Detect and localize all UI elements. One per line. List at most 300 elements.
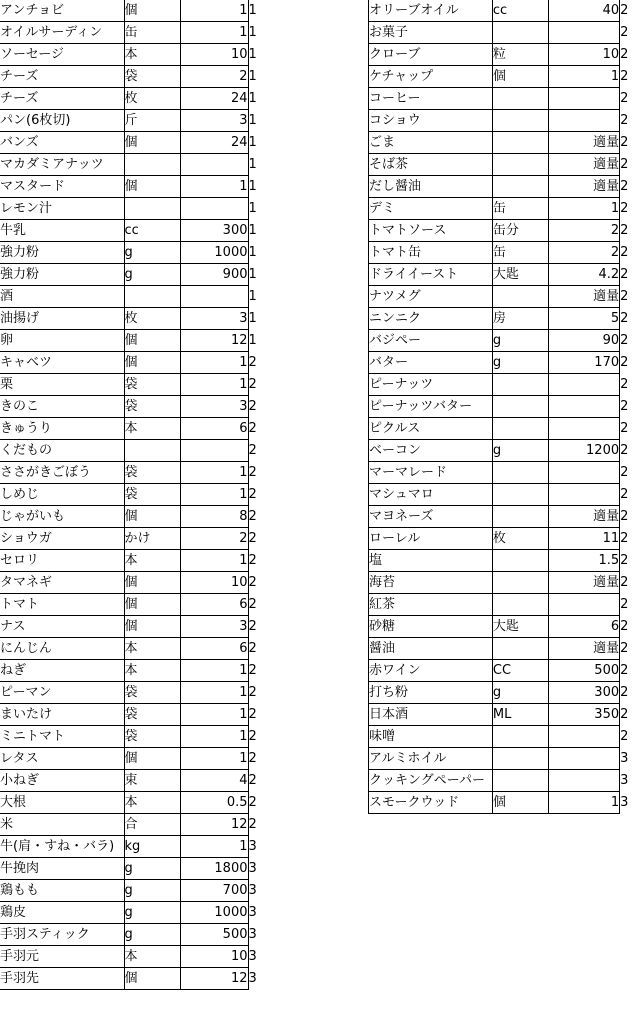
category-cell[interactable]: 2 xyxy=(248,465,257,480)
table-row[interactable] xyxy=(369,418,643,440)
item-name-cell[interactable]: 牛挽肉 xyxy=(0,858,124,880)
quantity-cell[interactable]: 3 xyxy=(180,616,248,638)
quantity-cell[interactable]: 300 xyxy=(180,220,248,242)
item-name-cell[interactable]: キャベツ xyxy=(0,352,124,374)
table-row[interactable] xyxy=(0,638,264,660)
unit-cell[interactable]: 袋 xyxy=(124,484,180,506)
category-cell[interactable]: 3 xyxy=(620,795,629,810)
category-cell[interactable]: 1 xyxy=(248,267,257,282)
table-row[interactable] xyxy=(0,0,264,22)
unit-cell[interactable] xyxy=(492,594,548,616)
category-cell[interactable]: 2 xyxy=(620,465,629,480)
table-row[interactable] xyxy=(0,176,264,198)
category-cell[interactable]: 2 xyxy=(248,421,257,436)
category-cell[interactable]: 1 xyxy=(248,69,257,84)
item-name-cell[interactable]: 手羽スティック xyxy=(0,924,124,946)
table-row[interactable] xyxy=(369,594,643,616)
table-row[interactable] xyxy=(0,748,264,770)
table-row[interactable] xyxy=(0,858,264,880)
quantity-cell[interactable] xyxy=(180,154,248,176)
category-cell[interactable]: 2 xyxy=(248,641,257,656)
quantity-cell[interactable]: 24 xyxy=(180,132,248,154)
item-name-cell[interactable]: だし醤油 xyxy=(369,176,493,198)
category-cell[interactable]: 2 xyxy=(620,641,629,656)
table-row[interactable] xyxy=(0,726,264,748)
quantity-cell[interactable]: 1000 xyxy=(180,902,248,924)
table-row[interactable] xyxy=(369,572,643,594)
table-row[interactable] xyxy=(369,132,643,154)
table-row[interactable] xyxy=(369,704,643,726)
item-name-cell[interactable]: 大根 xyxy=(0,792,124,814)
table-row[interactable] xyxy=(0,132,264,154)
item-name-cell[interactable]: にんじん xyxy=(0,638,124,660)
unit-cell[interactable]: 缶 xyxy=(124,22,180,44)
quantity-cell[interactable]: 6 xyxy=(180,418,248,440)
table-row[interactable] xyxy=(0,44,264,66)
item-name-cell[interactable]: デミ xyxy=(369,198,493,220)
unit-cell[interactable]: 個 xyxy=(124,330,180,352)
item-name-cell[interactable]: 醤油 xyxy=(369,638,493,660)
category-cell[interactable]: 2 xyxy=(620,729,629,744)
unit-cell[interactable]: 大匙 xyxy=(492,616,548,638)
item-name-cell[interactable]: ピーナッツ xyxy=(369,374,493,396)
unit-cell[interactable]: 個 xyxy=(124,352,180,374)
category-cell[interactable]: 1 xyxy=(248,289,257,304)
quantity-cell[interactable]: 500 xyxy=(548,660,620,682)
quantity-cell[interactable] xyxy=(548,110,620,132)
quantity-cell[interactable]: 24 xyxy=(180,88,248,110)
quantity-cell[interactable]: 1 xyxy=(548,66,620,88)
quantity-cell[interactable]: 1 xyxy=(180,352,248,374)
category-cell[interactable]: 1 xyxy=(248,47,257,62)
category-cell[interactable]: 2 xyxy=(248,729,257,744)
unit-cell[interactable] xyxy=(492,418,548,440)
quantity-cell[interactable]: 1 xyxy=(180,748,248,770)
item-name-cell[interactable]: コーヒー xyxy=(369,88,493,110)
table-row[interactable] xyxy=(369,528,643,550)
table-row[interactable] xyxy=(369,396,643,418)
item-name-cell[interactable]: じゃがいも xyxy=(0,506,124,528)
item-name-cell[interactable]: ドライイースト xyxy=(369,264,493,286)
item-name-cell[interactable]: タマネギ xyxy=(0,572,124,594)
table-row[interactable] xyxy=(369,242,643,264)
item-name-cell[interactable]: 打ち粉 xyxy=(369,682,493,704)
item-name-cell[interactable]: ささがきごぼう xyxy=(0,462,124,484)
item-name-cell[interactable]: マシュマロ xyxy=(369,484,493,506)
unit-cell[interactable]: 本 xyxy=(124,638,180,660)
item-name-cell[interactable]: まいたけ xyxy=(0,704,124,726)
item-name-cell[interactable]: バジペー xyxy=(369,330,493,352)
unit-cell[interactable] xyxy=(492,132,548,154)
item-name-cell[interactable]: マーマレード xyxy=(369,462,493,484)
item-name-cell[interactable]: アンチョビ xyxy=(0,0,124,22)
table-row[interactable] xyxy=(369,374,643,396)
category-cell[interactable]: 2 xyxy=(620,113,629,128)
item-name-cell[interactable]: バンズ xyxy=(0,132,124,154)
unit-cell[interactable]: g xyxy=(492,330,548,352)
unit-cell[interactable] xyxy=(492,506,548,528)
quantity-cell[interactable]: 900 xyxy=(180,264,248,286)
table-row[interactable] xyxy=(0,506,264,528)
unit-cell[interactable]: 缶 xyxy=(492,242,548,264)
quantity-cell[interactable] xyxy=(548,22,620,44)
quantity-cell[interactable]: 3 xyxy=(180,110,248,132)
table-row[interactable] xyxy=(369,792,643,814)
unit-cell[interactable]: 個 xyxy=(124,616,180,638)
category-cell[interactable]: 2 xyxy=(248,509,257,524)
table-row[interactable] xyxy=(0,308,264,330)
item-name-cell[interactable]: セロリ xyxy=(0,550,124,572)
quantity-cell[interactable]: 10 xyxy=(180,572,248,594)
table-row[interactable] xyxy=(369,0,643,22)
unit-cell[interactable]: kg xyxy=(124,836,180,858)
unit-cell[interactable]: 袋 xyxy=(124,704,180,726)
category-cell[interactable]: 1 xyxy=(248,223,257,238)
unit-cell[interactable] xyxy=(492,638,548,660)
unit-cell[interactable]: 個 xyxy=(124,176,180,198)
category-cell[interactable]: 2 xyxy=(620,179,629,194)
category-cell[interactable]: 2 xyxy=(620,157,629,172)
table-row[interactable] xyxy=(0,22,264,44)
unit-cell[interactable]: g xyxy=(124,880,180,902)
item-name-cell[interactable]: 紅茶 xyxy=(369,594,493,616)
unit-cell[interactable] xyxy=(492,550,548,572)
category-cell[interactable]: 3 xyxy=(248,971,257,986)
quantity-cell[interactable] xyxy=(180,286,248,308)
table-row[interactable] xyxy=(369,220,643,242)
item-name-cell[interactable]: バター xyxy=(369,352,493,374)
unit-cell[interactable]: 本 xyxy=(124,550,180,572)
category-cell[interactable]: 2 xyxy=(620,333,629,348)
quantity-cell[interactable]: 適量 xyxy=(548,506,620,528)
item-name-cell[interactable]: ソーセージ xyxy=(0,44,124,66)
quantity-cell[interactable]: 700 xyxy=(180,880,248,902)
quantity-cell[interactable]: 1 xyxy=(180,660,248,682)
category-cell[interactable]: 2 xyxy=(620,267,629,282)
quantity-cell[interactable]: 適量 xyxy=(548,176,620,198)
table-row[interactable] xyxy=(0,616,264,638)
category-cell[interactable]: 2 xyxy=(620,685,629,700)
category-cell[interactable]: 1 xyxy=(248,201,257,216)
unit-cell[interactable] xyxy=(492,22,548,44)
unit-cell[interactable] xyxy=(492,374,548,396)
item-name-cell[interactable]: 手羽元 xyxy=(0,946,124,968)
item-name-cell[interactable]: マカダミアナッツ xyxy=(0,154,124,176)
quantity-cell[interactable]: 5 xyxy=(548,308,620,330)
quantity-cell[interactable] xyxy=(180,198,248,220)
table-row[interactable] xyxy=(369,638,643,660)
quantity-cell[interactable]: 1 xyxy=(180,682,248,704)
item-name-cell[interactable]: お菓子 xyxy=(369,22,493,44)
category-cell[interactable]: 2 xyxy=(248,487,257,502)
unit-cell[interactable] xyxy=(492,286,548,308)
unit-cell[interactable]: g xyxy=(124,858,180,880)
quantity-cell[interactable]: 1 xyxy=(180,0,248,22)
quantity-cell[interactable]: 8 xyxy=(180,506,248,528)
table-row[interactable] xyxy=(369,198,643,220)
category-cell[interactable]: 3 xyxy=(248,927,257,942)
unit-cell[interactable]: g xyxy=(492,440,548,462)
unit-cell[interactable]: 合 xyxy=(124,814,180,836)
category-cell[interactable]: 2 xyxy=(620,3,629,19)
unit-cell[interactable]: 缶分 xyxy=(492,220,548,242)
item-name-cell[interactable]: きゅうり xyxy=(0,418,124,440)
unit-cell[interactable] xyxy=(492,726,548,748)
table-row[interactable] xyxy=(369,550,643,572)
category-cell[interactable]: 1 xyxy=(248,25,257,40)
category-cell[interactable]: 2 xyxy=(620,399,629,414)
table-row[interactable] xyxy=(0,352,264,374)
table-row[interactable] xyxy=(0,594,264,616)
item-name-cell[interactable]: クッキングペーパー xyxy=(369,770,493,792)
quantity-cell[interactable] xyxy=(548,462,620,484)
category-cell[interactable]: 3 xyxy=(248,949,257,964)
quantity-cell[interactable]: 1 xyxy=(180,374,248,396)
quantity-cell[interactable]: 1 xyxy=(180,550,248,572)
table-row[interactable] xyxy=(0,242,264,264)
item-name-cell[interactable]: パン(6枚切) xyxy=(0,110,124,132)
quantity-cell[interactable] xyxy=(548,726,620,748)
unit-cell[interactable] xyxy=(492,770,548,792)
quantity-cell[interactable]: 1 xyxy=(180,484,248,506)
category-cell[interactable]: 2 xyxy=(620,289,629,304)
quantity-cell[interactable]: 6 xyxy=(180,594,248,616)
quantity-cell[interactable]: 適量 xyxy=(548,286,620,308)
table-row[interactable] xyxy=(0,704,264,726)
quantity-cell[interactable]: 350 xyxy=(548,704,620,726)
table-row[interactable] xyxy=(0,462,264,484)
unit-cell[interactable]: 本 xyxy=(124,418,180,440)
unit-cell[interactable]: cc xyxy=(492,0,548,22)
unit-cell[interactable]: CC xyxy=(492,660,548,682)
category-cell[interactable]: 2 xyxy=(248,597,257,612)
unit-cell[interactable]: 斤 xyxy=(124,110,180,132)
unit-cell[interactable]: 枚 xyxy=(124,88,180,110)
table-row[interactable] xyxy=(369,770,643,792)
item-name-cell[interactable]: ベーコン xyxy=(369,440,493,462)
unit-cell[interactable] xyxy=(492,484,548,506)
unit-cell[interactable] xyxy=(124,154,180,176)
item-name-cell[interactable]: ごま xyxy=(369,132,493,154)
category-cell[interactable]: 2 xyxy=(248,399,257,414)
category-cell[interactable]: 2 xyxy=(620,663,629,678)
table-row[interactable] xyxy=(369,748,643,770)
category-cell[interactable]: 2 xyxy=(248,619,257,634)
item-name-cell[interactable]: マヨネーズ xyxy=(369,506,493,528)
item-name-cell[interactable]: オイルサーディン xyxy=(0,22,124,44)
unit-cell[interactable]: 個 xyxy=(124,572,180,594)
category-cell[interactable]: 3 xyxy=(248,905,257,920)
category-cell[interactable]: 2 xyxy=(248,817,257,832)
unit-cell[interactable]: 個 xyxy=(124,968,180,990)
item-name-cell[interactable]: 酒 xyxy=(0,286,124,308)
quantity-cell[interactable]: 1 xyxy=(180,704,248,726)
table-row[interactable] xyxy=(0,660,264,682)
item-name-cell[interactable]: ケチャップ xyxy=(369,66,493,88)
unit-cell[interactable] xyxy=(124,198,180,220)
item-name-cell[interactable]: 味噌 xyxy=(369,726,493,748)
category-cell[interactable]: 2 xyxy=(620,135,629,150)
table-row[interactable] xyxy=(369,616,643,638)
category-cell[interactable]: 2 xyxy=(620,91,629,106)
table-row[interactable] xyxy=(0,792,264,814)
table-row[interactable] xyxy=(0,66,264,88)
unit-cell[interactable]: 袋 xyxy=(124,726,180,748)
table-row[interactable] xyxy=(0,418,264,440)
quantity-cell[interactable]: 適量 xyxy=(548,572,620,594)
item-name-cell[interactable]: 赤ワイン xyxy=(369,660,493,682)
item-name-cell[interactable]: 牛乳 xyxy=(0,220,124,242)
item-name-cell[interactable]: くだもの xyxy=(0,440,124,462)
table-row[interactable] xyxy=(0,484,264,506)
unit-cell[interactable]: 袋 xyxy=(124,374,180,396)
unit-cell[interactable]: 本 xyxy=(124,44,180,66)
category-cell[interactable]: 2 xyxy=(248,751,257,766)
unit-cell[interactable]: 個 xyxy=(124,748,180,770)
category-cell[interactable]: 2 xyxy=(620,575,629,590)
table-row[interactable] xyxy=(0,528,264,550)
item-name-cell[interactable]: 塩 xyxy=(369,550,493,572)
quantity-cell[interactable]: 0.5 xyxy=(180,792,248,814)
unit-cell[interactable]: 枚 xyxy=(492,528,548,550)
category-cell[interactable]: 3 xyxy=(620,773,629,788)
category-cell[interactable]: 3 xyxy=(248,861,257,876)
table-row[interactable] xyxy=(0,902,264,924)
quantity-cell[interactable]: 3 xyxy=(180,396,248,418)
category-cell[interactable]: 2 xyxy=(620,377,629,392)
item-name-cell[interactable]: ショウガ xyxy=(0,528,124,550)
unit-cell[interactable] xyxy=(492,154,548,176)
category-cell[interactable]: 2 xyxy=(620,47,629,62)
table-row[interactable] xyxy=(369,682,643,704)
category-cell[interactable]: 2 xyxy=(620,619,629,634)
table-row[interactable] xyxy=(369,88,643,110)
item-name-cell[interactable]: 海苔 xyxy=(369,572,493,594)
quantity-cell[interactable]: 500 xyxy=(180,924,248,946)
category-cell[interactable]: 2 xyxy=(620,245,629,260)
item-name-cell[interactable]: 日本酒 xyxy=(369,704,493,726)
table-row[interactable] xyxy=(0,770,264,792)
item-name-cell[interactable]: チーズ xyxy=(0,66,124,88)
item-name-cell[interactable]: 油揚げ xyxy=(0,308,124,330)
unit-cell[interactable] xyxy=(492,462,548,484)
category-cell[interactable]: 3 xyxy=(248,839,257,854)
unit-cell[interactable]: 個 xyxy=(492,66,548,88)
quantity-cell[interactable]: 適量 xyxy=(548,638,620,660)
quantity-cell[interactable]: 6 xyxy=(180,638,248,660)
category-cell[interactable]: 2 xyxy=(248,773,257,788)
quantity-cell[interactable] xyxy=(548,396,620,418)
item-name-cell[interactable]: コショウ xyxy=(369,110,493,132)
category-cell[interactable]: 2 xyxy=(620,69,629,84)
quantity-cell[interactable]: 4.2 xyxy=(548,264,620,286)
item-name-cell[interactable]: チーズ xyxy=(0,88,124,110)
table-row[interactable] xyxy=(0,880,264,902)
item-name-cell[interactable]: マスタード xyxy=(0,176,124,198)
table-row[interactable] xyxy=(0,682,264,704)
item-name-cell[interactable]: ナス xyxy=(0,616,124,638)
category-cell[interactable]: 2 xyxy=(248,575,257,590)
item-name-cell[interactable]: 栗 xyxy=(0,374,124,396)
unit-cell[interactable]: 缶 xyxy=(492,198,548,220)
unit-cell[interactable]: 袋 xyxy=(124,66,180,88)
category-cell[interactable]: 1 xyxy=(248,245,257,260)
category-cell[interactable]: 2 xyxy=(248,663,257,678)
category-cell[interactable]: 2 xyxy=(620,707,629,722)
item-name-cell[interactable]: 砂糖 xyxy=(369,616,493,638)
table-row[interactable] xyxy=(0,110,264,132)
quantity-cell[interactable]: 適量 xyxy=(548,132,620,154)
unit-cell[interactable]: g xyxy=(124,242,180,264)
unit-cell[interactable]: 袋 xyxy=(124,396,180,418)
category-cell[interactable]: 2 xyxy=(248,443,257,458)
category-cell[interactable]: 1 xyxy=(248,113,257,128)
unit-cell[interactable]: g xyxy=(124,902,180,924)
category-cell[interactable]: 2 xyxy=(620,443,629,458)
table-row[interactable] xyxy=(369,154,643,176)
quantity-cell[interactable]: 2 xyxy=(548,220,620,242)
table-row[interactable] xyxy=(0,396,264,418)
unit-cell[interactable]: 個 xyxy=(124,0,180,22)
item-name-cell[interactable]: 鶏皮 xyxy=(0,902,124,924)
item-name-cell[interactable]: ピクルス xyxy=(369,418,493,440)
quantity-cell[interactable] xyxy=(180,440,248,462)
quantity-cell[interactable]: 90 xyxy=(548,330,620,352)
quantity-cell[interactable]: 2 xyxy=(180,528,248,550)
quantity-cell[interactable]: 1 xyxy=(548,198,620,220)
item-name-cell[interactable]: ねぎ xyxy=(0,660,124,682)
item-name-cell[interactable]: トマトソース xyxy=(369,220,493,242)
table-row[interactable] xyxy=(369,176,643,198)
item-name-cell[interactable]: ピーマン xyxy=(0,682,124,704)
unit-cell[interactable] xyxy=(492,572,548,594)
table-row[interactable] xyxy=(0,264,264,286)
unit-cell[interactable]: 本 xyxy=(124,946,180,968)
unit-cell[interactable]: 粒 xyxy=(492,44,548,66)
quantity-cell[interactable]: 40 xyxy=(548,0,620,22)
table-row[interactable] xyxy=(369,66,643,88)
quantity-cell[interactable]: 1 xyxy=(180,462,248,484)
item-name-cell[interactable]: レタス xyxy=(0,748,124,770)
quantity-cell[interactable] xyxy=(548,418,620,440)
table-row[interactable] xyxy=(0,946,264,968)
item-name-cell[interactable]: トマト缶 xyxy=(369,242,493,264)
unit-cell[interactable]: g xyxy=(124,924,180,946)
category-cell[interactable]: 2 xyxy=(620,355,629,370)
item-name-cell[interactable]: 牛(肩・すね・バラ) xyxy=(0,836,124,858)
unit-cell[interactable]: 個 xyxy=(124,132,180,154)
category-cell[interactable]: 2 xyxy=(248,355,257,370)
category-cell[interactable]: 2 xyxy=(248,795,257,810)
table-row[interactable] xyxy=(0,440,264,462)
table-row[interactable] xyxy=(369,462,643,484)
table-row[interactable] xyxy=(0,286,264,308)
quantity-cell[interactable]: 1 xyxy=(180,726,248,748)
unit-cell[interactable]: cc xyxy=(124,220,180,242)
quantity-cell[interactable]: 1.5 xyxy=(548,550,620,572)
quantity-cell[interactable]: 11 xyxy=(548,528,620,550)
quantity-cell[interactable] xyxy=(548,748,620,770)
quantity-cell[interactable] xyxy=(548,770,620,792)
item-name-cell[interactable]: 米 xyxy=(0,814,124,836)
table-row[interactable] xyxy=(0,88,264,110)
category-cell[interactable]: 3 xyxy=(620,751,629,766)
unit-cell[interactable] xyxy=(492,748,548,770)
table-row[interactable] xyxy=(0,572,264,594)
unit-cell[interactable] xyxy=(124,286,180,308)
quantity-cell[interactable]: 170 xyxy=(548,352,620,374)
quantity-cell[interactable] xyxy=(548,88,620,110)
